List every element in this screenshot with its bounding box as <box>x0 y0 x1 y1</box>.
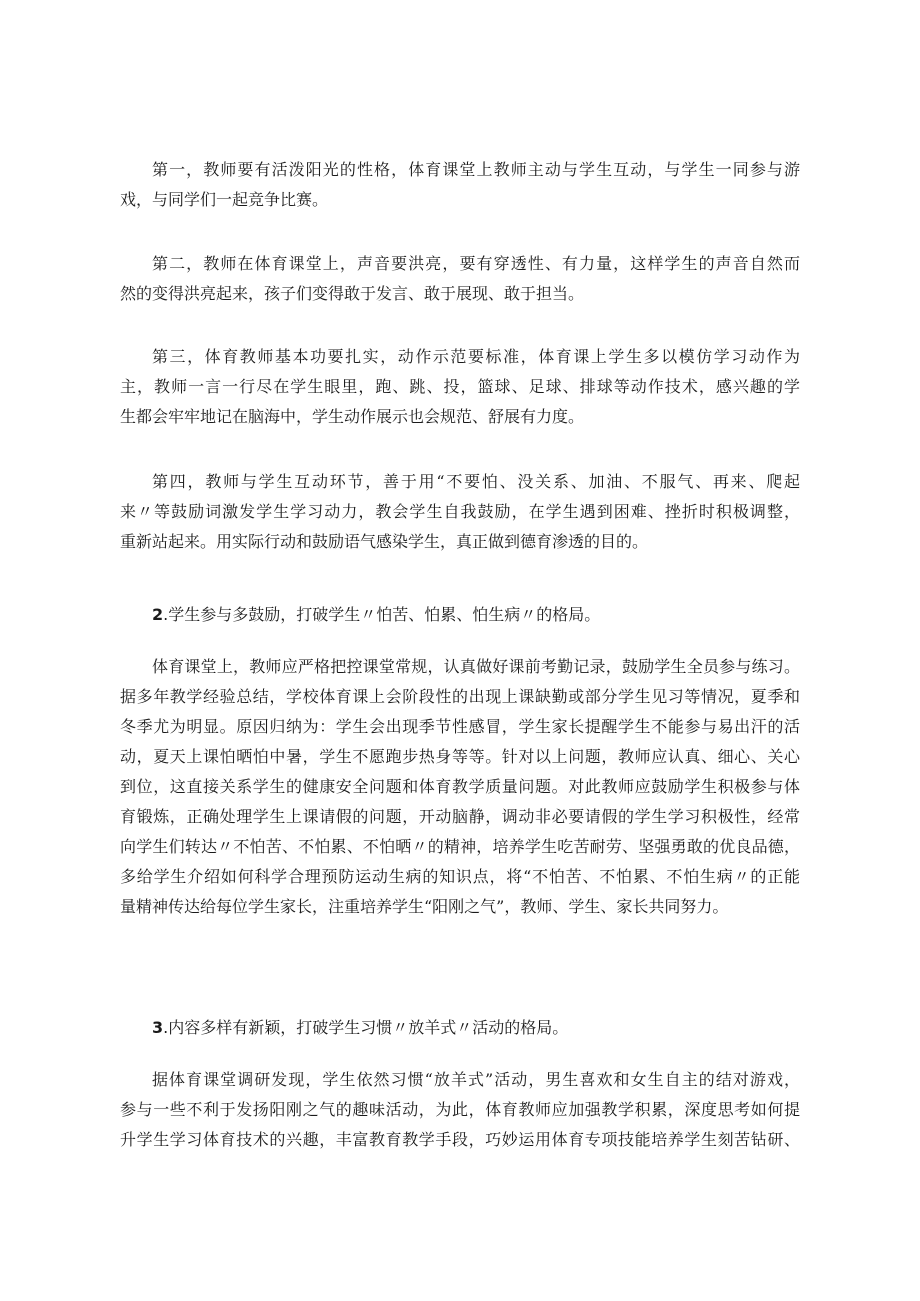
paragraph-line: 升学生学习体育技术的兴趣，丰富教育教学手段，巧妙运用体育专项技能培养学生刻苦钻研、 <box>120 1130 800 1149</box>
paragraph-encourage-participation <box>120 652 800 922</box>
heading-text: .学生参与多鼓励，打破学生〃怕苦、怕累、怕生病〃的格局。 <box>163 605 601 624</box>
paragraph-line: 戏，与同学们一起竞争比赛。 <box>120 190 329 209</box>
paragraph-line: 据体育课堂调研发现，学生依然习惯“放羊式”活动，男生喜欢和女生自主的结对游戏， <box>152 1070 800 1089</box>
paragraph-line: 据多年教学经验总结，学校体育课上会阶段性的出现上课缺勤或部分学生见习等情况，夏季和 <box>120 687 800 706</box>
paragraph-line: 动，夏天上课怕晒怕中暑，学生不愿跑步热身等等。针对以上问题，教师应认真、细心、关心 <box>120 747 800 766</box>
paragraph-diverse-content <box>120 1065 800 1155</box>
heading-text: .内容多样有新颖，打破学生习惯〃放羊式〃活动的格局。 <box>163 1018 569 1037</box>
paragraph-first-point <box>120 155 800 215</box>
paragraph-line: 第三，体育教师基本功要扎实，动作示范要标准，体育课上学生多以模仿学习动作为 <box>152 347 800 366</box>
paragraph-line: 体育课堂上，教师应严格把控课堂常规，认真做好课前考勤记录，鼓励学生全员参与练习。 <box>152 657 800 676</box>
paragraph-line: 冬季尤为明显。原因归纳为：学生会出现季节性感冒，学生家长提醒学生不能参与易出汗的活 <box>120 717 800 736</box>
paragraph-line: 第一，教师要有活泼阳光的性格，体育课堂上教师主动与学生互动，与学生一同参与游 <box>152 160 800 179</box>
paragraph-line: 然的变得洪亮起来，孩子们变得敢于发言、敢于展现、敢于担当。 <box>120 284 585 303</box>
heading-line <box>120 1013 800 1043</box>
paragraph-line: 重新站起来。用实际行动和鼓励语气感染学生，真正做到德育渗透的目的。 <box>120 532 649 551</box>
paragraph-line: 来〃等鼓励词激发学生学习动力，教会学生自我鼓励，在学生遇到困难、挫折时积极调整， <box>120 502 800 521</box>
heading-line <box>120 600 800 630</box>
heading-number: 3 <box>152 1018 164 1037</box>
paragraph-line: 生都会牢牢地记在脑海中，学生动作展示也会规范、舒展有力度。 <box>120 407 585 426</box>
heading-number: 2 <box>152 605 164 624</box>
paragraph-line: 量精神传达给每位学生家长，注重培养学生“阳刚之气”，教师、学生、家长共同努力。 <box>120 897 729 916</box>
paragraph-third-point <box>120 342 800 432</box>
paragraph-line: 育锻炼，正确处理学生上课请假的问题，开动脑静，调动非必要请假的学生学习积极性，经常 <box>120 807 800 826</box>
paragraph-line: 参与一些不利于发扬阳刚之气的趣味活动，为此，体育教师应加强教学积累，深度思考如何提 <box>120 1100 800 1119</box>
paragraph-line: 多给学生介绍如何科学合理预防运动生病的知识点，将“不怕苦、不怕累、不怕生病〃的正能 <box>120 867 800 886</box>
paragraph-line: 第四，教师与学生互动环节，善于用“不要怕、没关系、加油、不服气、再来、爬起 <box>152 472 800 491</box>
paragraph-line: 向学生们转达〃不怕苦、不怕累、不怕晒〃的精神，培养学生吃苦耐劳、坚强勇敢的优良品德， <box>120 837 800 856</box>
section-heading-3 <box>120 1013 800 1043</box>
paragraph-second-point <box>120 249 800 309</box>
paragraph-line: 到位，这直接关系学生的健康安全问题和体育教学质量问题。对此教师应鼓励学生积极参与体 <box>120 777 800 796</box>
paragraph-fourth-point <box>120 467 800 557</box>
section-heading-2 <box>120 600 800 630</box>
paragraph-line: 第二，教师在体育课堂上，声音要洪亮，要有穿透性、有力量，这样学生的声音自然而 <box>152 254 800 273</box>
paragraph-line: 主，教师一言一行尽在学生眼里，跑、跳、投，篮球、足球、排球等动作技术，感兴趣的学 <box>120 377 800 396</box>
